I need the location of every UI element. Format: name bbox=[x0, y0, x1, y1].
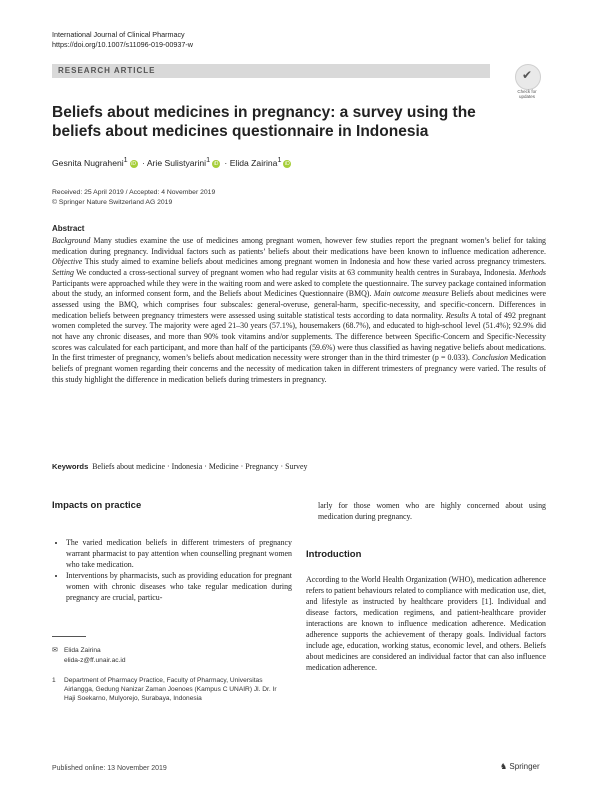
abstract-text: A total of 492 pregnant women completed the survey. The majority were aged 21–30 years (57.1%), housemakers (68.7%), and educated to high-school level (51.4%); 92.9% did not have any chronic diseases, and more than 90% took vitamins and/or supplements. The difference between Specific-Concern and Specific-Necessity scores was calculated for each participant, and more than half of the participants (59.6%) were thus classified as having negative beliefs about medications. In the first trimester of pregnancy, women’s beliefs about medication necessity were stronger than in the third trimester (p = 0.033). bbox=[52, 310, 546, 363]
check-for-updates-badge[interactable] bbox=[510, 64, 544, 98]
abstract-label: Setting bbox=[52, 267, 74, 277]
impacts-list bbox=[52, 537, 292, 603]
footnote-divider bbox=[52, 636, 86, 637]
published-online: Published online: 13 November 2019 bbox=[52, 765, 167, 772]
introduction-heading: Introduction bbox=[306, 549, 362, 560]
impacts-continued: larly for those women who are highly concerned about using medication during pregnancy. bbox=[318, 501, 546, 521]
abstract-heading: Abstract bbox=[52, 224, 85, 233]
received-accepted: Received: 25 April 2019 / Accepted: 4 November 2019 bbox=[52, 189, 216, 196]
abstract-text: Participants were approached while they were in the waiting room and were asked to complete the questionnaire. The survey package contained information about the study, an informed consent form, and the Beliefs about Medicines Questionnaire (BMQ). bbox=[52, 278, 546, 299]
keywords-text: Beliefs about medicine · Indonesia · Medicine · Pregnancy · Survey bbox=[92, 462, 308, 471]
orcid-icon[interactable]: iD bbox=[131, 160, 137, 167]
copyright: © Springer Nature Switzerland AG 2019 bbox=[52, 198, 173, 206]
abstract-label: Conclusion bbox=[472, 353, 508, 363]
journal-header bbox=[52, 30, 193, 50]
orcid-icon[interactable]: iD bbox=[285, 160, 290, 167]
list-item: • Interventions by pharmacists, such as providing education for pregnant women with chronic diseases who take regular medication during pregnancy are crucial, particu- bbox=[66, 570, 292, 603]
doi-link[interactable]: https://doi.org/10.1007/s11096-019-00937-w bbox=[52, 40, 193, 49]
abstract-text: Beliefs about medicines were assessed using the BMQ, which comprises four subscales: general-overuse, general-harm, specific-necessity, and specific-concern. Differences in medication beliefs between pregnancy trimesters were assessed using suitable statistical tests according to data normality. bbox=[52, 289, 547, 320]
abstract-label: Main outcome measure bbox=[373, 289, 449, 299]
abstract-text: Many studies examine the use of medicines among pregnant women, however few studies report the pregnant women’s belief for taking medication during pregnancy. Individual factors such as patients’ beliefs about their medications have been known to influence medication adherence. bbox=[52, 236, 546, 256]
keywords-label: Keywords bbox=[52, 462, 89, 471]
abstract-label: Background bbox=[52, 236, 91, 245]
publisher-logo bbox=[500, 762, 540, 771]
section-label: RESEARCH ARTICLE bbox=[58, 66, 156, 75]
abstract-label: Methods bbox=[518, 267, 546, 277]
orcid-icon[interactable]: iD bbox=[213, 160, 219, 167]
abstract-text: We conducted a cross-sectional survey of pregnant women who had regular visits at 63 community health centres in Surabaya, Indonesia. bbox=[73, 267, 519, 277]
contact-email[interactable]: elida-z@ff.unair.ac.id bbox=[64, 657, 126, 664]
affiliation: Department of Pharmacy Practice, Faculty of Pharmacy, Universitas Airlangga, Gedung Nanizar Zaman Joenoes (Kampus C UNAIR) Jl. Dr. Ir Haji Soekarno, Mulyorejo, Surabaya, Indonesia bbox=[64, 677, 277, 702]
list-item: • The varied medication beliefs in different trimesters of pregnancy warrant pharmacist to pay attention when counselling pregnant women who take medication. bbox=[66, 537, 292, 570]
abstract-label: Results bbox=[445, 310, 469, 320]
journal-name: International Journal of Clinical Pharmacy bbox=[52, 30, 185, 39]
introduction-text: According to the World Health Organization (WHO), medication adherence refers to patient behaviours related to compliance with medication use, diet, and lifestyle as instructed by healthcare providers [1]. Individual and disease factors, medication regimens, and patient-healthcare provider interactions are known to influence medication adherence. Medication adherence supports the achievement of therapy goals. Individual factors include age, education, working status, economic level, and others. Beliefs about medicines are considered an individual factor that can also influence medication adherence. bbox=[306, 575, 546, 672]
abstract-label: Objective bbox=[52, 257, 83, 267]
affiliation-number: 1 bbox=[52, 677, 56, 684]
author-name: Arie Sulistyarini bbox=[146, 157, 207, 168]
check-label: Check for updates bbox=[517, 89, 537, 99]
envelope-icon: ✉ bbox=[52, 647, 58, 654]
abstract-text: This study aimed to examine beliefs about medicines among pregnant women in Indonesia and how these varied across pregnancy trimesters. bbox=[82, 257, 546, 267]
author-name: Gesnita Nugraheni bbox=[52, 157, 124, 168]
bookmark-icon: ✔ bbox=[521, 68, 533, 82]
impacts-heading: Impacts on practice bbox=[52, 500, 142, 511]
author-list: Gesnita Nugraheni$^1$ iD · Arie Sulistyarini$^1$ iD · Elida Zairina$^1$ iD bbox=[52, 156, 290, 168]
abstract-text: Medication beliefs of pregnant women regarding their concerns and the necessity of medication taken in different trimesters of pregnancy were varied. The results of this study highlight the difference in medication beliefs during trimesters in pregnancy. bbox=[52, 353, 546, 384]
section-band bbox=[52, 64, 490, 78]
abstract-body bbox=[52, 236, 546, 385]
author-name: Elida Zairina bbox=[229, 157, 278, 168]
article-title: Beliefs about medicines in pregnancy: a survey using the beliefs about medicines questionnaire in Indonesia bbox=[52, 104, 476, 140]
publisher-name: Springer bbox=[509, 762, 540, 771]
article-dates bbox=[52, 188, 215, 207]
keywords bbox=[52, 462, 546, 471]
contact-name: Elida Zairina bbox=[64, 647, 101, 654]
horse-icon: ♞ bbox=[500, 762, 508, 771]
